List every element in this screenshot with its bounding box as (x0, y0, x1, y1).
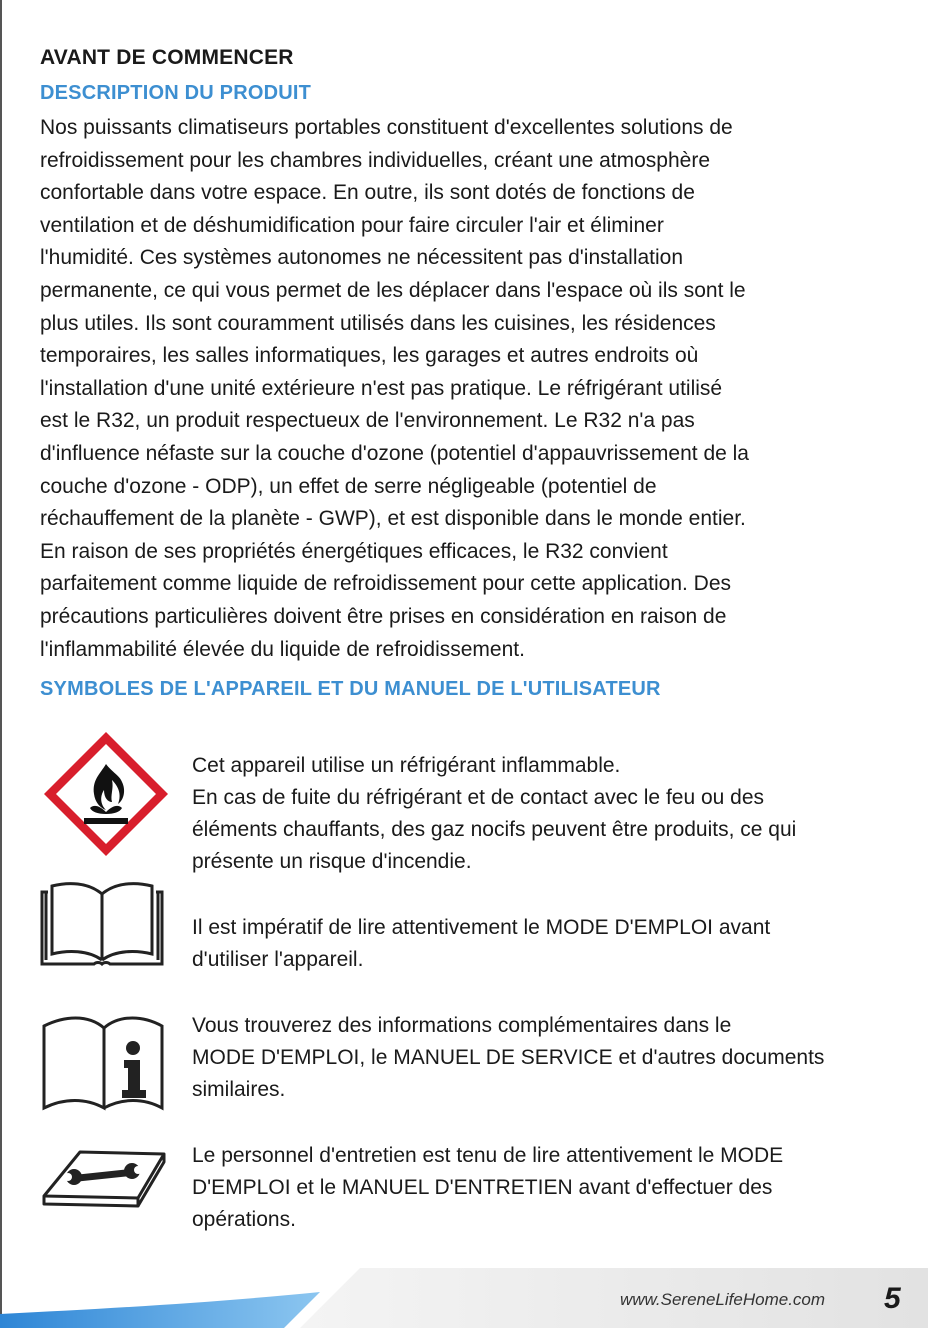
flammable-hazard-icon (40, 728, 172, 860)
symbol-line: En cas de fuite du réfrigérant et de contact avec le feu ou des (192, 786, 765, 809)
description-line: permanente, ce qui vous permet de les déplacer dans l'espace où ils sont le (40, 278, 746, 302)
symbol-line: MODE D'EMPLOI, le MANUEL DE SERVICE et d'autres documents (192, 1046, 825, 1069)
symbol-line: D'EMPLOI et le MANUEL D'ENTRETIEN avant d'effectuer des (192, 1176, 773, 1199)
page-title: AVANT DE COMMENCER (40, 46, 294, 69)
description-heading: DESCRIPTION DU PRODUIT (40, 82, 312, 104)
description-line: couche d'ozone - ODP), un effet de serre négligeable (potentiel de (40, 474, 657, 498)
symbols-heading: SYMBOLES DE L'APPAREIL ET DU MANUEL DE L'UTILISATEUR (40, 678, 661, 700)
description-paragraph (40, 112, 890, 666)
description-line: parfaitement comme liquide de refroidissement pour cette application. Des (40, 572, 732, 596)
symbol-line: opérations. (192, 1208, 296, 1231)
description-line: Nos puissants climatiseurs portables constituent d'excellentes solutions de (40, 116, 733, 139)
description-line: temporaires, les salles informatiques, les garages et autres endroits où (40, 344, 699, 368)
description-line: est le R32, un produit respectueux de l'environnement. Le R32 n'a pas (40, 409, 695, 433)
symbol-text-flammable (192, 750, 912, 878)
description-line: l'installation d'une unité extérieure n'est pas pratique. Le réfrigérant utilisé (40, 376, 723, 400)
symbol-row-manual (40, 878, 900, 978)
symbol-line: Vous trouverez des informations complémentaires dans le (192, 1014, 732, 1037)
info-manual-icon (40, 1010, 166, 1112)
symbol-line: Il est impératif de lire attentivement le MODE D'EMPLOI avant (192, 916, 771, 939)
symbol-text-manual (192, 912, 912, 976)
description-line: précautions particulières doivent être prises en considération en raison de (40, 604, 727, 628)
symbol-text-service (192, 1140, 912, 1236)
description-line: refroidissement pour les chambres individuelles, créant une atmosphère (40, 148, 711, 172)
symbol-row-info (40, 1010, 900, 1120)
page-left-rule (0, 0, 2, 1328)
description-line: l'humidité. Ces systèmes autonomes ne nécessitent pas d'installation (40, 246, 684, 270)
open-manual-icon (40, 878, 164, 968)
description-line: d'influence néfaste sur la couche d'ozone (potentiel d'appauvrissement de la (40, 441, 749, 465)
service-manual-wrench-icon (40, 1146, 168, 1216)
symbol-row-flammable (40, 728, 900, 873)
description-line: l'inflammabilité élevée du liquide de refroidissement. (40, 637, 525, 661)
symbol-line: Cet appareil utilise un réfrigérant inflammable. (192, 754, 621, 777)
description-line: En raison de ses propriétés énergétiques efficaces, le R32 convient (40, 539, 668, 563)
symbol-text-info (192, 1010, 912, 1106)
page-number: 5 (884, 1282, 901, 1315)
symbol-line: Le personnel d'entretien est tenu de lire attentivement le MODE (192, 1144, 784, 1167)
symbol-line: similaires. (192, 1078, 286, 1101)
description-line: ventilation et de déshumidification pour faire circuler l'air et éliminer (40, 213, 664, 237)
footer-website: www.SereneLifeHome.com (620, 1290, 826, 1309)
symbol-line: d'utiliser l'appareil. (192, 948, 364, 971)
description-line: plus utiles. Ils sont couramment utilisés dans les cuisines, les résidences (40, 311, 716, 335)
symbol-line: présente un risque d'incendie. (192, 850, 472, 873)
description-line: confortable dans votre espace. En outre, ils sont dotés de fonctions de (40, 181, 695, 205)
symbol-line: éléments chauffants, des gaz nocifs peuvent être produits, ce qui (192, 818, 797, 841)
description-line: réchauffement de la planète - GWP), et est disponible dans le monde entier. (40, 507, 746, 531)
symbol-row-service (40, 1140, 900, 1240)
